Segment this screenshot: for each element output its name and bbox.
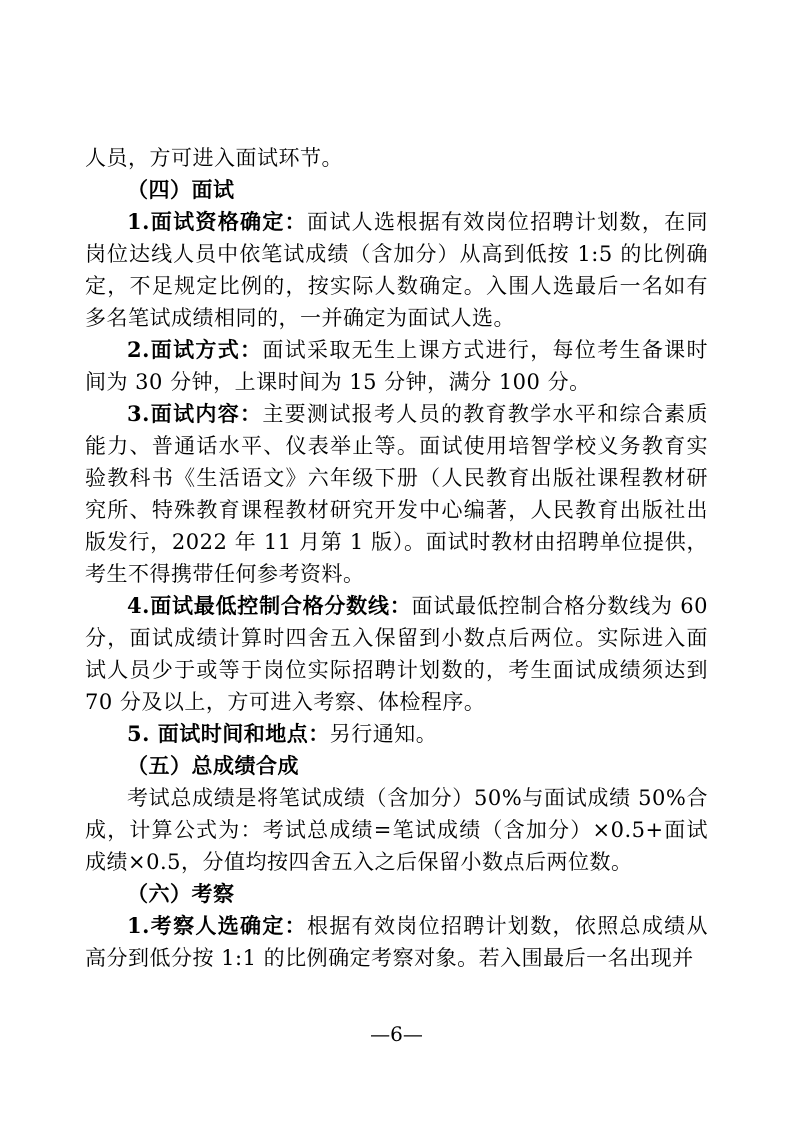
body-text: 主要测试报考人员的教育教学水平和综合素质能力、普通话水平、仪表举止等。面试使用培智学校义务教育实验教科书《生活语文》六年级下册（人民教育出版社课程教材研究所、特殊教育课程教材研究开发中心编著，人民教育出版社出版发行，2022 年 11 月第 1 版）。面试时教材由招聘单位提供，考生不得携带任何参考资料。 [85,402,708,586]
document-body [85,142,708,974]
section-heading-inspection [85,878,708,910]
body-text: 另行通知。 [329,722,438,746]
body-text: 考试总成绩是将笔试成绩（含加分）50%与面试成绩 50%合成，计算公式为：考试总成绩=笔试成绩（含加分）×0.5+面试成绩×0.5，分值均按四舍五入之后保留小数点后两位数。 [85,786,708,874]
paragraph-interview-qualification [85,206,708,334]
paragraph-interview-format [85,334,708,398]
section-heading-total-score [85,750,708,782]
body-text: 根据有效岗位招聘计划数，依照总成绩从高分到低分按 1:1 的比例确定考察对象。若入围最后一名出现并 [85,914,708,970]
heading-text: （六）考察 [127,881,235,906]
heading-text: （五）总成绩合成 [127,753,299,778]
paragraph-total-score-formula [85,782,708,878]
paragraph-lead: 5. 面试时间和地点： [127,721,330,746]
paragraph-lead: 4.面试最低控制合格分数线： [127,593,412,618]
paragraph-lead: 2.面试方式： [127,337,263,362]
paragraph-lead: 1.面试资格确定： [127,209,308,234]
paragraph-inspection-selection [85,910,708,974]
body-text: 面试人选根据有效岗位招聘计划数，在同岗位达线人员中依笔试成绩（含加分）从高到低按 1:5 的比例确定，不足规定比例的，按实际人数确定。入围人选最后一名如有多名笔试成绩相同的，一并确定为面试人选。 [85,210,708,330]
section-heading-interview [85,174,708,206]
body-text: 面试采取无生上课方式进行，每位考生备课时间为 30 分钟，上课时间为 15 分钟，满分 100 分。 [85,338,708,394]
page-number: —6— [370,1022,423,1046]
body-text: 面试最低控制合格分数线为 60 分，面试成绩计算时四舍五入保留到小数点后两位。实际进入面试人员少于或等于岗位实际招聘计划数的，考生面试成绩须达到 70 分及以上，方可进入考察、体检程序。 [85,594,708,714]
paragraph-interview-passline [85,590,708,718]
paragraph-continuation [85,142,708,174]
paragraph-interview-content [85,398,708,590]
paragraph-lead: 1.考察人选确定： [127,913,308,938]
body-text: 人员，方可进入面试环节。 [85,146,343,170]
paragraph-lead: 3.面试内容： [127,401,263,426]
heading-text: （四）面试 [127,177,235,202]
paragraph-interview-time-place [85,718,708,750]
